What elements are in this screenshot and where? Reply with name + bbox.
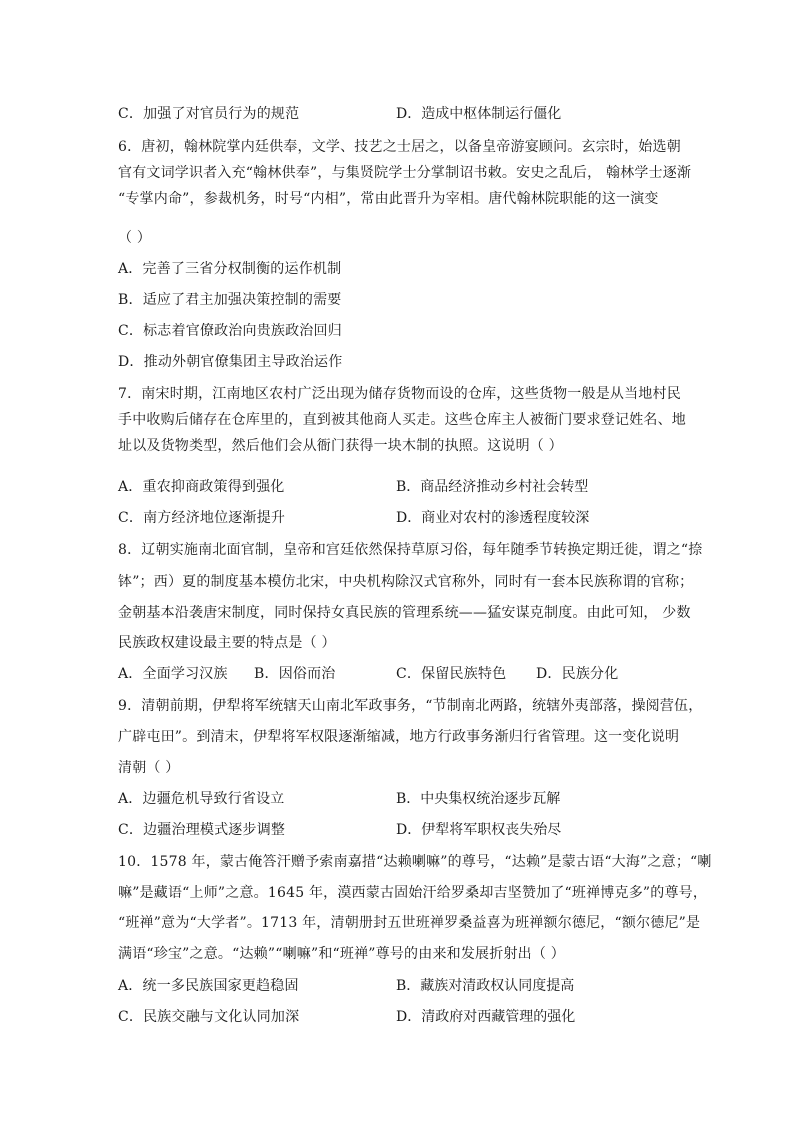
q8-option-a[interactable]: A．全面学习汉族 — [118, 666, 228, 682]
q10-option-b[interactable]: B．藏族对清政权认同度提高 — [396, 978, 575, 994]
q6-option-b[interactable]: B．适应了君主加强决策控制的需要 — [118, 292, 342, 308]
q8-stem-line-2: 钵”；西）夏的制度基本模仿北宋，中央机构除汉式官称外，同时有一套本民族称谓的官称； — [118, 574, 694, 590]
q6-stem-line-3: “专掌内命”，参裁机务，时号“内相”，常由此晋升为宰相。唐代翰林院职能的这一演变 — [118, 191, 659, 207]
q8-stem-line-1: 8．辽朝实施南北面官制，皇帝和宫廷依然保持草原习俗，每年随季节转换定期迁徙，谓之“捺 — [118, 542, 703, 558]
q7-option-c[interactable]: C．南方经济地位逐渐提升 — [118, 510, 286, 526]
q6-option-d[interactable]: D．推动外朝官僚集团主导政治运作 — [118, 354, 343, 370]
q5-option-d[interactable]: D．造成中枢体制运行僵化 — [396, 106, 562, 122]
q8-option-d[interactable]: D．民族分化 — [536, 666, 619, 682]
q7-stem-line-3: 址以及货物类型，然后他们会从衙门获得一块木制的执照。这说明（ ） — [118, 438, 563, 454]
q10-option-d[interactable]: D．清政府对西藏管理的强化 — [396, 1009, 576, 1025]
q7-stem-line-2: 手中收购后储存在仓库里的，直到被其他商人买走。这些仓库主人被衙门要求登记姓名、地 — [118, 412, 686, 428]
q10-stem-line-3: “班禅”意为“大学者”。1713 年，清朝册封五世班禅罗桑益喜为班禅额尔德尼，“额尔德尼”是 — [118, 915, 701, 931]
q7-option-a[interactable]: A．重农抑商政策得到强化 — [118, 479, 285, 495]
q9-option-b[interactable]: B．中央集权统治逐步瓦解 — [396, 791, 561, 807]
q8-options-row — [118, 664, 618, 684]
q10-stem-line-2: 嘛”是藏语“上师”之意。1645 年，漠西蒙古固始汗给罗桑却吉坚赞加了“班禅博克多”的尊号， — [118, 885, 708, 901]
q7-option-d[interactable]: D．商业对农村的渗透程度较深 — [396, 510, 590, 526]
q6-option-a[interactable]: A．完善了三省分权制衡的运作机制 — [118, 261, 342, 277]
q10-stem-line-1: 10．1578 年，蒙古俺答汗赠予索南嘉措“达赖喇嘛”的尊号，“达赖”是蒙古语“大海”之意；“喇 — [118, 854, 712, 870]
q6-answer-blank: （ ） — [118, 230, 152, 246]
q6-stem-line-1: 6．唐初，翰林院掌内廷供奉，文学、技艺之士居之，以备皇帝游宴顾问。玄宗时，始选朝 — [118, 139, 681, 155]
q7-stem-line-1: 7．南宋时期，江南地区农村广泛出现为储存货物而设的仓库，这些货物一般是从当地村民 — [118, 386, 681, 402]
q8-stem-line-4: 民族政权建设最主要的特点是（ ） — [118, 635, 336, 651]
q9-option-a[interactable]: A．边疆危机导致行省设立 — [118, 791, 285, 807]
q8-option-c[interactable]: C．保留民族特色 — [396, 666, 507, 682]
q7-option-b[interactable]: B．商品经济推动乡村社会转型 — [396, 479, 589, 495]
q10-option-a[interactable]: A．统一多民族国家更趋稳固 — [118, 978, 299, 994]
q8-stem-line-3: 金朝基本沿袭唐宋制度，同时保持女真民族的管理系统——猛安谋克制度。由此可知， 少数 — [118, 605, 691, 621]
q9-option-c[interactable]: C．边疆治理模式逐步调整 — [118, 822, 286, 838]
q8-option-b[interactable]: B．因俗而治 — [254, 666, 336, 682]
q9-option-d[interactable]: D．伊犁将军职权丧失殆尽 — [396, 822, 562, 838]
q6-stem-line-2: 官有文词学识者入充“翰林供奉”，与集贤院学士分掌制诏书敕。安史之乱后， 翰林学士逐渐 — [118, 165, 692, 181]
q9-stem-line-3: 清朝（ ） — [118, 760, 180, 776]
q5-option-c[interactable]: C．加强了对官员行为的规范 — [118, 106, 300, 122]
q9-stem-line-1: 9．清朝前期，伊犁将军统辖天山南北军政事务，“节制南北两路，统辖外夷部落，操阅营伍， — [118, 698, 703, 714]
q6-option-c[interactable]: C．标志着官僚政治向贵族政治回归 — [118, 323, 342, 339]
q9-stem-line-2: 广辟屯田”。到清末，伊犁将军权限逐渐缩减，地方行政事务渐归行省管理。这一变化说明 — [118, 729, 680, 745]
q10-stem-line-4: 满语“珍宝”之意。“达赖”“喇嘛”和“班禅”尊号的由来和发展折射出（ ） — [118, 946, 565, 962]
q10-option-c[interactable]: C．民族交融与文化认同加深 — [118, 1009, 300, 1025]
